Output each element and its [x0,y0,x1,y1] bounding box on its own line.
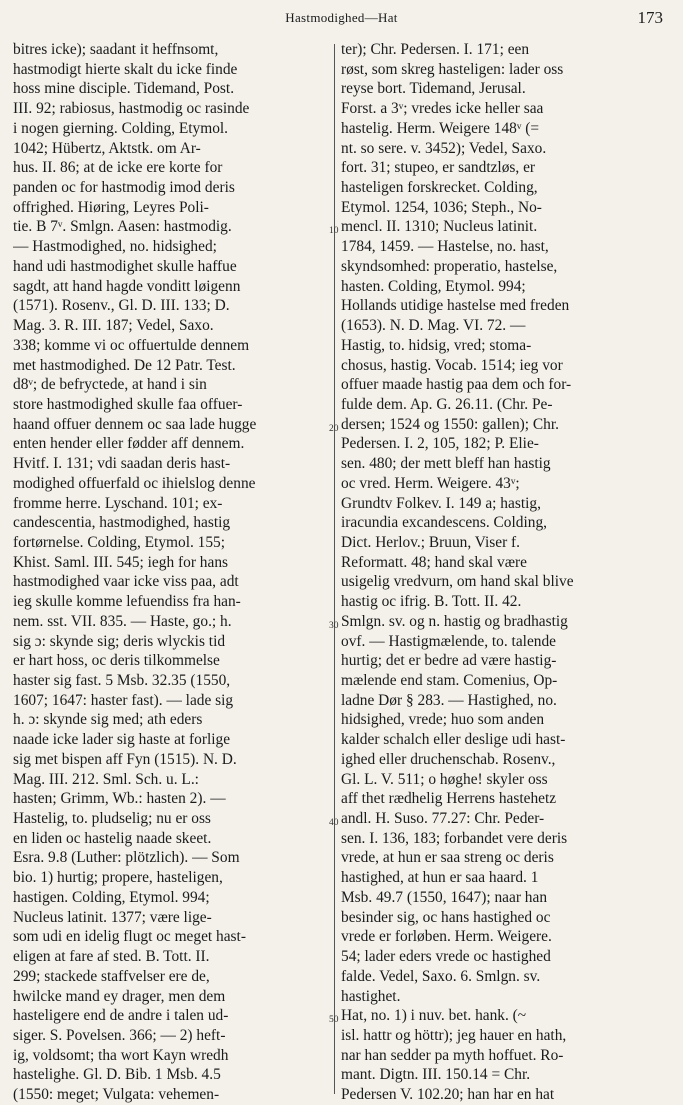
left-column-line: bio. 1) hurtig; propere, hasteligen, [13,869,223,887]
left-column-line: naade icke lader sig haste at forlige [13,731,231,749]
right-column-line: dersen; 1524 og 1550: gallen); Chr. [341,415,560,433]
left-column-line: fromme herre. Lyschand. 101; ex- [13,494,223,512]
left-column-line: hus. II. 86; at de icke ere korte for [13,159,223,177]
right-column-line: hasten. Colding, Etymol. 994; [341,277,526,295]
right-column-line: falde. Vedel, Saxo. 6. Smlgn. sv. [341,967,541,985]
right-column-line: fort. 31; stupeo, er sandtzløs, er [341,159,536,177]
right-column-line: Etymol. 1254, 1036; Steph., No- [341,198,542,216]
left-column-line: nem. sst. VII. 835. — Haste, go.; h. [13,612,232,630]
left-column-line: store hastmodighed skulle faa offuer- [13,395,243,413]
left-column-line: eligen at fare af sted. B. Tott. II. [13,948,210,966]
right-column-line: hasteligen forskrecket. Colding, [341,179,538,197]
right-column-line: kalder schalch eller deslige udi hast- [341,731,566,749]
right-column-line: sen. I. 136, 183; forbandet vere deris [341,829,568,847]
right-column-line: Smlgn. sv. og n. hastig og bradhastig [341,612,568,630]
left-column-line: III. 92; rabiosus, hastmodig oc rasinde [13,100,250,118]
left-column-line: met hastmodighed. De 12 Patr. Test. [13,356,236,374]
right-column-line: mant. Digtn. III. 150.14 = Chr. [341,1066,531,1084]
left-column-line: 338; komme vi oc offuertulde dennem [13,336,250,354]
right-column-line: usigelig vredvurn, om hand skal blive [341,573,574,591]
right-column [329,40,668,1105]
left-column-line: Nucleus latinit. 1377; være lige- [13,908,212,926]
running-title: Hastmodighed—Hat [285,10,398,25]
left-column-line: d8ᵛ; de befryctede, at hand i sin [13,376,207,394]
right-column-line: hurtig; det er bedre ad være hastig- [341,652,557,670]
left-column-line: 1042; Hübertz, Aktstk. om Ar- [13,139,201,157]
left-column-line: Hvitf. I. 131; vdi saadan deris hast- [13,455,231,473]
right-column-line: Hollands utidige hastelse med freden [341,297,570,315]
running-header [0,8,683,32]
left-column-line: Mag. III. 212. Sml. Sch. u. L.: [13,770,199,788]
right-column-line: Pedersen. I. 2, 105, 182; P. Elie- [341,435,539,453]
left-column-line: (1571). Rosenv., Gl. D. III. 133; D. [13,297,230,315]
left-column-line: fortørnelse. Colding, Etymol. 155; [13,533,226,551]
right-column-line: besinder sig, oc hans hastighed oc [341,908,551,926]
left-column-line: hasten; Grimm, Wb.: hasten 2). — [13,790,226,808]
left-column-line: en liden oc hastelig naade skeet. [13,829,212,847]
left-column-line: hwilcke mand ey drager, men dem [13,987,226,1005]
left-column-line: sig ɔ: skynde sig; deris wlyckis tid [13,632,226,650]
line-number-marker: 40 [329,818,339,829]
right-column-line: mencl. II. 1310; Nucleus latinit. [341,218,538,236]
right-column-line: chosus, hastig. Vocab. 1514; ieg vor [341,356,563,374]
left-column-line: modighed offuerfald oc ihielslog denne [13,474,256,492]
left-column-line: (1550: meget; Vulgata: vehemen- [13,1086,220,1104]
left-column-line: siger. S. Povelsen. 366; — 2) heft- [13,1026,226,1044]
left-column-line: panden oc for hastmodig imod deris [13,179,235,197]
right-column-line: ladne Dør § 283. — Hastighed, no. [341,691,557,709]
right-column-line: ighed eller druchenschab. Rosenv., [341,750,556,768]
right-column-line: offuer maade hastig paa dem och for- [341,376,572,394]
right-column-line: vrede er forløben. Herm. Weigere. [341,928,552,946]
right-column-line: reyse bort. Tidemand, Jerusal. [341,80,526,98]
left-column-line: hastigen. Colding, Etymol. 994; [13,888,210,906]
right-column-line: aff thet rædhelig Herrens hastehetz [341,790,557,808]
line-number-marker: 20 [329,423,339,434]
left-column-line: bitres icke); saadant it heffnsomt, [13,41,219,58]
left-column-line: haand offuer dennem oc saa lade hugge [13,415,257,433]
right-column-line: isl. hattr og höttr); jeg hauer en hath, [341,1026,567,1044]
left-column-line: ig, voldsomt; tha wort Kayn wredh [13,1046,229,1064]
left-column-line: candescentia, hastmodighed, hastig [13,514,231,532]
right-column-line: iracundia excandescens. Colding, [341,514,547,532]
right-column-line: skyndsomhed: properatio, hastelse, [341,257,558,275]
right-column-line: røst, som skreg hasteligen: lader oss [341,60,564,78]
right-column-line: 54; lader eders vrede oc hastighed [341,948,551,966]
left-column-line: hand udi hastmodighet skulle haffue [13,257,237,275]
left-column-line: enten hender eller fødder aff dennem. [13,435,245,453]
page-number: 173 [637,8,663,27]
left-column-line: haster sig fast. 5 Msb. 32.35 (1550, [13,672,231,689]
right-column-line: fulde dem. Ap. G. 26.11. (Chr. Pe- [341,395,553,413]
left-column-line: sagdt, att hand hagde vonditt løigenn [13,277,241,295]
left-column-line: h. ɔ: skynde sig med; ath eders [13,711,203,729]
right-column-line: nar han sedder pa myth hoffuet. Ro- [341,1046,564,1064]
left-column-line: 299; stackede staffvelser ere de, [13,967,210,985]
right-column-line: Reformatt. 48; hand skal være [341,553,527,571]
left-column-line: Khist. Saml. III. 545; iegh for hans [13,553,229,571]
right-column-line: mælende end stam. Comenius, Op- [341,672,558,689]
right-column-line: Hat, no. 1) i nuv. bet. hank. (~ [341,1007,527,1025]
left-column-line: hoss mine disciple. Tidemand, Post. [13,80,235,98]
left-column-line: Esra. 9.8 (Luther: plötzlich). — Som [13,849,240,867]
right-column-line: Grundtv Folkev. I. 149 a; hastig, [341,494,541,512]
right-column-line: 1784, 1459. — Hastelse, no. hast, [341,238,549,256]
left-column-line: som udi en idelig flugt oc meget hast- [13,928,246,946]
line-number-marker: 10 [329,226,339,237]
right-column-line: ovf. — Hastigmælende, to. talende [341,632,556,650]
left-column-line: hastelighe. Gl. D. Bib. 1 Msb. 4.5 [13,1066,221,1084]
right-column-line: sen. 480; der mett bleff han hastig [341,455,551,473]
right-column-line: Msb. 49.7 (1550, 1647); naar han [341,888,548,906]
left-column-line: ieg skulle komme lefuendiss fra han- [13,593,241,611]
left-column-line: hastmodighed vaar icke viss paa, adt [13,573,239,591]
right-column-line: vrede, at hun er saa streng oc deris [341,849,554,867]
right-column-line: hidsighed, vrede; huo som anden [341,711,545,729]
left-column-line: i nogen gierning. Colding, Etymol. [13,119,229,137]
left-column-line: offrighed. Hiøring, Leyres Poli- [13,198,209,216]
line-number-marker: 30 [329,620,339,631]
right-column-line: Gl. L. V. 511; o høghe! skyler oss [341,770,548,788]
right-column-line: Forst. a 3ᵛ; vredes icke heller saa [341,100,544,118]
right-column-line: hastighet. [341,987,401,1005]
left-column-line: Hastelig, to. pludselig; nu er oss [13,810,211,828]
left-column [13,40,331,1105]
right-column-line: Dict. Herlov.; Bruun, Viser f. [341,533,521,551]
left-column-line: tie. B 7ᵛ. Smlgn. Aasen: hastmodig. [13,218,232,236]
left-column-line: Mag. 3. R. III. 187; Vedel, Saxo. [13,317,214,335]
left-column-line: er hart hoss, oc deris tilkommelse [13,652,220,670]
right-column-line: andl. H. Suso. 77.27: Chr. Peder- [341,810,545,828]
right-column-line: oc vred. Herm. Weigere. 43ᵛ; [341,474,520,492]
line-number-marker: 50 [329,1015,339,1026]
left-column-line: — Hastmodighed, no. hidsighed; [13,238,217,256]
column-rule [334,44,335,1094]
left-column-line: sig met bispen aff Fyn (1515). N. D. [13,750,237,768]
right-column-line: hastelig. Herm. Weigere 148ᵛ (= [341,119,540,137]
right-column-line: (1653). N. D. Mag. VI. 72. — [341,317,526,335]
left-column-line: 1607; 1647: haster fast). — lade sig [13,691,234,709]
left-column-line: hastmodigt hierte skalt du icke finde [13,60,238,78]
right-column-line: nt. so sere. v. 3452); Vedel, Saxo. [341,139,547,157]
right-column-line: Hastig, to. hidsig, vred; stoma- [341,336,532,354]
left-column-line: hasteligere end de andre i talen ud- [13,1007,229,1025]
right-column-line: Pedersen V. 102.20; han har en hat [341,1086,555,1104]
right-column-line: hastighed, at hun er saa haard. 1 [341,869,539,887]
right-column-line: ter); Chr. Pedersen. I. 171; een [341,41,530,58]
right-column-line: hastig oc ifrig. B. Tott. II. 42. [341,593,522,611]
